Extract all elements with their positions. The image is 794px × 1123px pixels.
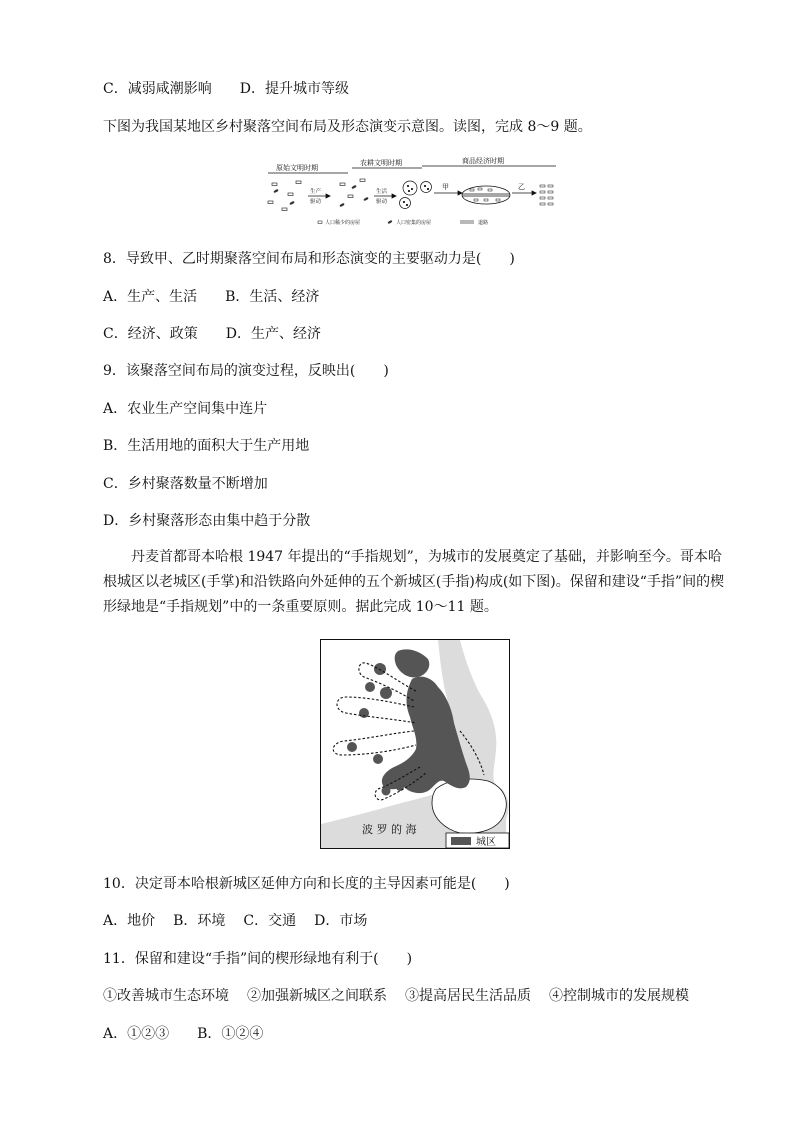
q9-option-a: A．农业生产空间集中连片 [103,401,268,417]
copenhagen-finger-plan-map [320,639,510,849]
driver-2-line-2: 驱动 [376,199,388,205]
q11-statements [103,986,689,1006]
q11-statement-3: ③提高居民生活品质 [405,988,531,1004]
legend-city-label: 城区 [476,837,496,848]
period-3-label: 商品经济时期 [462,157,504,165]
legend-sparse-houses: 人口稀少的房屋 [325,220,361,226]
finger-south-west [373,754,383,764]
q9-option-c: C．乡村聚落数量不断增加 [103,476,268,492]
driver-1-line-1: 生产 [310,189,322,195]
driver-1-line-2: 驱动 [310,199,322,205]
q11-option-a: A．①②③ [103,1026,170,1042]
finger-west-north [380,687,392,699]
q11-options [103,1024,263,1044]
q9-option-d: D．乡村聚落形态由集中趋于分散 [103,513,311,529]
q7-option-c: C．减弱咸潮影响 [103,81,212,97]
settlement-evolution-figure [262,153,558,231]
q10-options [103,911,367,931]
q8-option-a: A．生产、生活 [103,289,198,305]
finger-north-west [374,663,386,675]
q9-stem: 9．该聚落空间布局的演变过程，反映出( ) [103,363,389,379]
finger-south [382,787,391,796]
q8-options-row1 [103,287,319,307]
q10-option-b: B．环境 [173,913,226,929]
q11-stem: 11．保留和建设“手指”间的楔形绿地有利于( ) [103,951,413,967]
intro-10-11: 丹麦首都哥本哈根 1947 年提出的“手指规划”，为城市的发展奠定了基础，并影响至今。哥本哈根城区以老城区(手掌)和沿铁路向外延伸的五个新城区(手指)构成(如下图)。保留和建设“手指”间的楔形绿地是“手指规划”中的一条重要原则。据此完成 10～11 题。 [103,549,725,615]
q7-options [103,79,349,99]
label-jia: 甲 [442,183,449,191]
driver-2-line-1: 生活 [376,189,388,195]
legend-dense-houses: 人口密集的房屋 [396,220,432,226]
q8-option-c: C．经济、政策 [103,326,198,342]
legend-road: 道路 [478,220,489,226]
q10-option-a: A．地价 [103,913,156,929]
q7-option-d: D．提升城市等级 [239,81,349,97]
q11-statement-4: ④控制城市的发展规模 [549,988,689,1004]
legend-city-swatch [451,837,471,845]
q10-stem: 10．决定哥本哈根新城区延伸方向和长度的主导因素可能是( ) [103,876,510,892]
intro-8-9: 下图为我国某地区乡村聚落空间布局及形态演变示意图。读图，完成 8～9 题。 [103,119,592,135]
q8-options-row2 [103,324,321,344]
q11-option-b: B．①②④ [197,1026,264,1042]
q8-option-b: B．生活、经济 [225,289,320,305]
q11-statement-1: ①改善城市生态环境 [103,988,229,1004]
finger-north-west-2 [365,682,375,692]
q8-stem: 8．导致甲、乙时期聚落空间布局和形态演变的主要驱动力是( ) [103,251,515,267]
q11-statement-2: ②加强新城区之间联系 [247,988,387,1004]
period-2-label: 农耕文明时期 [360,159,402,167]
q8-option-d: D．生产、经济 [225,326,321,342]
period-1-label: 原始文明时期 [276,164,318,172]
q9-option-b: B．生活用地的面积大于生产用地 [103,438,310,454]
q10-option-d: D．市场 [314,913,368,929]
finger-west-2 [347,742,357,752]
label-yi: 乙 [518,183,525,191]
sea-label: 波 罗 的 海 [362,823,417,836]
q10-option-c: C．交通 [243,913,297,929]
